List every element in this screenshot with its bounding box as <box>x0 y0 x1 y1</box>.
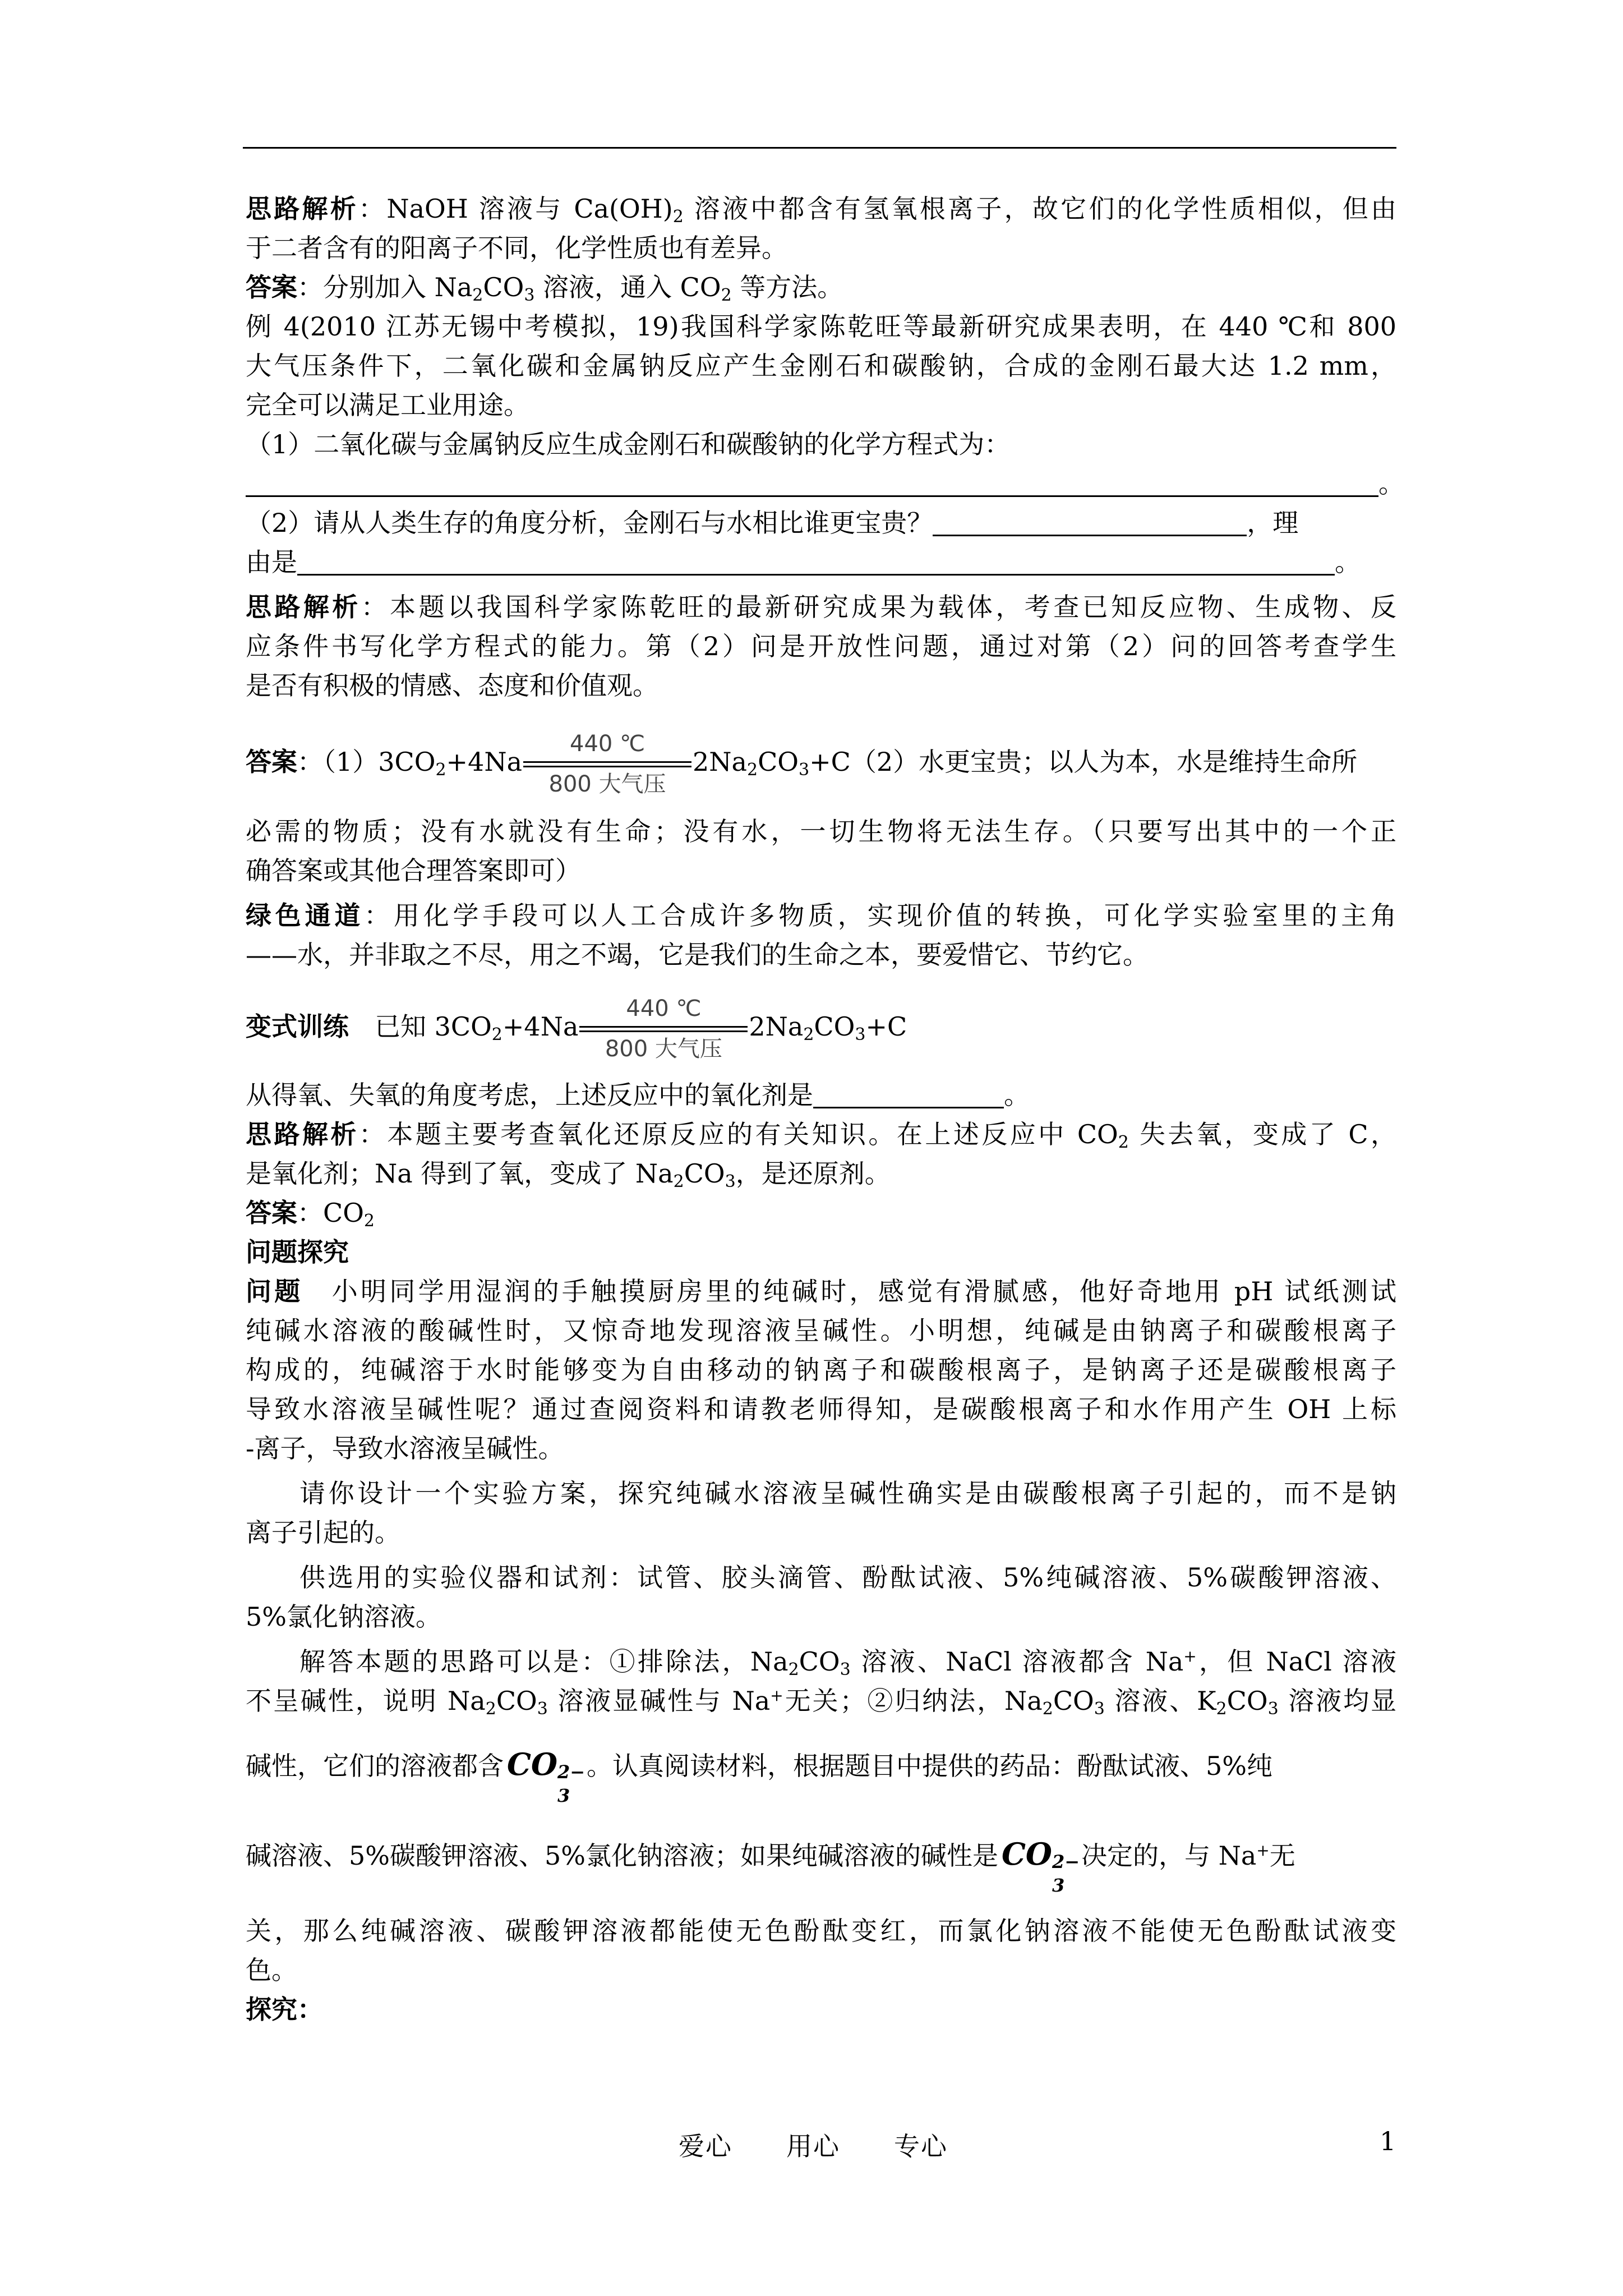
answer-line: 确答案或其他合理答案即可） <box>246 855 581 886</box>
answer-equation-line: 答案：$(1)3CO_2+4Na$ 440 ℃ 800 大气压 $2Na_2CO_3+C(2)$水更宝贵；以人为本，水是维持生命所 <box>246 731 1358 797</box>
answer-line: 必需的物质；没有水就没有生命；没有水，一切生物将无法生存。（只要写出其中的一个正 <box>246 816 1396 846</box>
page-number: 1 <box>1380 2126 1396 2156</box>
analysis-line: 思路解析：本题以我国科学家陈乾旺的最新研究成果为载体，考查已知反应物、生成物、反 <box>246 592 1397 622</box>
question-2-reason: 由是 。 <box>246 547 1361 577</box>
problem-line: 问题 小明同学用湿润的手触摸厨房里的纯碱时，感觉有滑腻感，他好奇地用 pH 试纸测试 <box>246 1276 1397 1306</box>
carbonate-ion-formula: CO 2− 3 <box>1001 1836 1080 1896</box>
example-4-line: 完全可以满足工业用途。 <box>246 390 529 420</box>
analysis-line: 思路解析：本题主要考查氧化还原反应的有关知识。在上述反应中 $CO_2$ 失去氧，变成了 C， <box>246 1119 1397 1152</box>
analysis-line: 是否有积极的情感、态度和价值观。 <box>246 670 658 701</box>
problem-line: 构成的，纯碱溶于水时能够变为自由移动的钠离子和碳酸根离子，是钠离子还是碳酸根离子 <box>246 1355 1396 1385</box>
blank-line[interactable] <box>297 549 1335 576</box>
paragraph-line: 碱性，它们的溶液都含 CO 2− 3 。认真阅读材料，根据题目中提供的药品：酚酞试液、5%纯 <box>246 1739 1272 1791</box>
analysis-line: 是氧化剂；Na 得到了氧，变成了 $Na_2CO_3$，是还原剂。 <box>246 1158 891 1191</box>
section-heading: 问题探究 <box>246 1237 349 1267</box>
paragraph-line: 色。 <box>246 1955 297 1985</box>
green-channel-line: 绿色通道：用化学手段可以人工合成许多物质，实现价值的转换，可化学实验室里的主角 <box>246 900 1397 931</box>
problem-line: 纯碱水溶液的酸碱性时，又惊奇地发现溶液呈碱性。小明想，纯碱是由钠离子和碳酸根离子 <box>246 1315 1396 1346</box>
variant-question: 从得氧、失氧的角度考虑，上述反应中的氧化剂是 。 <box>246 1080 1030 1110</box>
paragraph-line: 请你设计一个实验方案，探究纯碱水溶液呈碱性确实是由碳酸根离子引起的，而不是钠 <box>299 1478 1396 1508</box>
reaction-condition: 440 ℃ 800 大气压 <box>523 730 691 798</box>
question-1-answer-blank: 。 <box>246 466 1404 501</box>
blank-line[interactable] <box>813 1082 1004 1108</box>
reaction-condition: 440 ℃ 800 大气压 <box>579 995 748 1062</box>
problem-line: 导致水溶液呈碱性呢？通过查阅资料和请教老师得知，是碳酸根离子和水作用产生 OH 上标 <box>246 1394 1396 1424</box>
question-2: （2）请从人类生存的角度分析，金刚石与水相比谁更宝贵？ ，理 <box>246 508 1299 538</box>
example-4-line: 例 4(2010 江苏无锡中考模拟，19)我国科学家陈乾旺等最新研究成果表明，在 440 ℃和 800 <box>246 311 1396 342</box>
paragraph-line: 不呈碱性，说明 $Na_2CO_3$ 溶液显碱性与 Na+无关；②归纳法，$Na_2CO_3$ 溶液、$K_2CO_3$ 溶液均显 <box>246 1686 1396 1719</box>
blank-line[interactable] <box>246 471 1378 497</box>
header-rule <box>243 147 1396 149</box>
paragraph-line: 5%氯化钠溶液。 <box>246 1602 441 1632</box>
problem-line: -离子，导致水溶液呈碱性。 <box>246 1433 564 1464</box>
footer-motto: 爱心 用心 专心 <box>679 2131 948 2161</box>
variant-equation-line: 变式训练 已知 $3CO_2+4Na$ 440 ℃ 800 大气压 $2Na_2CO_3+C$ <box>246 996 907 1062</box>
question-1: （1）二氧化碳与金属钠反应生成金刚石和碳酸钠的化学方程式为： <box>246 429 1011 459</box>
blank-line[interactable] <box>933 510 1247 536</box>
paragraph-line: 关，那么纯碱溶液、碳酸钾溶液都能使无色酚酞变红，而氯化钠溶液不能使无色酚酞试液变 <box>246 1916 1396 1946</box>
answer-line: 答案：$CO_2$ <box>246 1198 375 1231</box>
paragraph-line: 供选用的实验仪器和试剂：试管、胶头滴管、酚酞试液、5%纯碱溶液、5%碳酸钾溶液、 <box>299 1562 1396 1593</box>
explore-heading: 探究： <box>246 1994 323 2024</box>
analysis-line: 应条件书写化学方程式的能力。第（2）问是开放性问题，通过对第（2）问的回答考查学生 <box>246 631 1396 661</box>
paragraph-line: 离子引起的。 <box>246 1517 400 1548</box>
analysis-line: 思路解析：NaOH 溶液与 $Ca(OH)_2$ 溶液中都含有氢氧根离子，故它们的化学性质相似，但由 <box>246 194 1397 227</box>
carbonate-ion-formula: CO 2− 3 <box>507 1746 585 1806</box>
green-channel-line: ——水，并非取之不尽，用之不竭，它是我们的生命之本，要爱惜它、节约它。 <box>246 940 1149 970</box>
example-4-line: 大气压条件下，二氧化碳和金属钠反应产生金刚石和碳酸钠，合成的金刚石最大达 1.2 mm， <box>246 351 1396 381</box>
answer-line: 答案：分别加入 $Na_2CO_3$ 溶液，通入 $CO_2$ 等方法。 <box>246 272 843 305</box>
paragraph-line: 碱溶液、5%碳酸钾溶液、5%氯化钠溶液；如果纯碱溶液的碱性是 CO 2− 3 决定的，与 Na+无 <box>246 1829 1295 1881</box>
analysis-line: 于二者含有的阳离子不同，化学性质也有差异。 <box>246 233 787 263</box>
paragraph-line: 解答本题的思路可以是：①排除法，$Na_2CO_3$ 溶液、NaCl 溶液都含 Na+，但 NaCl 溶液 <box>299 1646 1397 1680</box>
